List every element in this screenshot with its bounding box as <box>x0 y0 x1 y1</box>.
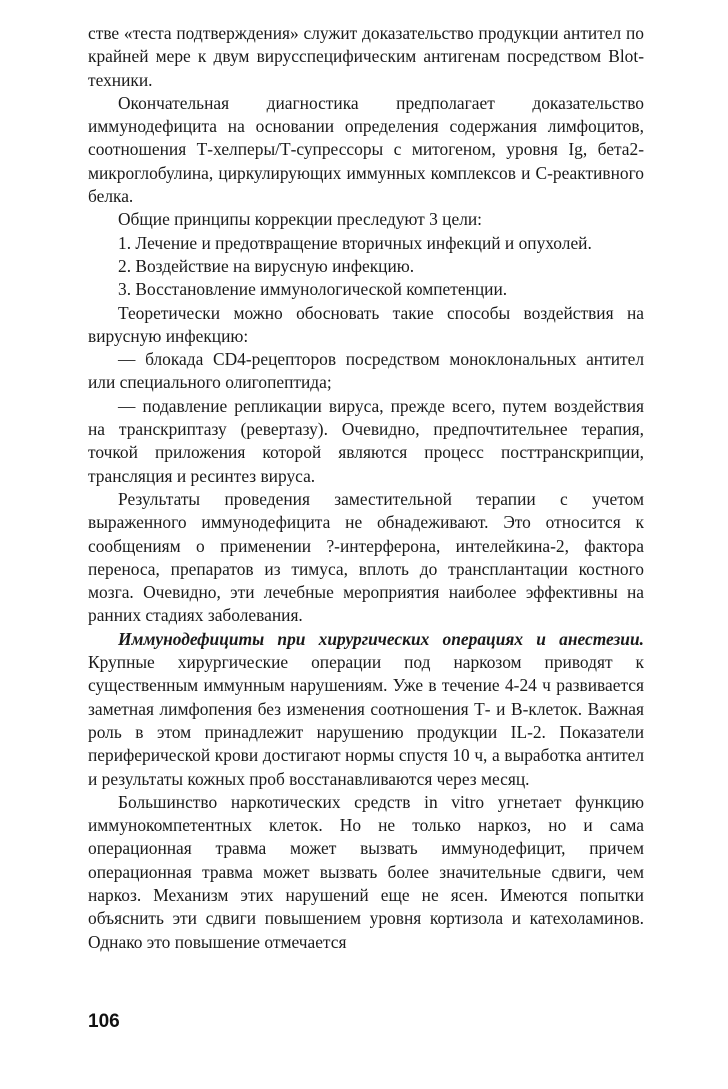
section-body: Крупные хирургические операции под наркозом приводят к существенным иммунным нарушениям. Уже в течение 4-24 ч развивается заметная лимфопения без изменения соотношения Т- и В-клеток. Важная роль в этом принадлежит нарушению продукции IL-2. Показатели периферической крови достигают нормы спустя 10 ч, а выработка антител и результаты кожных проб восстанавливаются через месяц. <box>88 652 644 789</box>
method-item-cd4: — блокада CD4-рецепторов посредством моноклональных антител или специального олигопептида; <box>88 349 644 393</box>
paragraph-diagnostics: Окончательная диагностика предполагает доказательство иммунодефицита на основании определения содержания лимфоцитов, соотношения Т-хелперы/Т-супрессоры с митогеном, уровня Ig, бета2-микроглобулина, циркулирующих иммунных комплексов и С-реактивного белка. <box>88 92 644 207</box>
method-item-replication: — подавление репликации вируса, прежде всего, путем воздействия на транскриптазу (ревертазу). Очевидно, предпочтительнее терапия, точкой приложения которой являются процесс посттранскрипции, трансляция и ресинтез вируса. <box>88 395 644 486</box>
paragraph-replacement-therapy: Результаты проведения заместительной терапии с учетом выраженного иммунодефицита не обнадеживают. Это относится к сообщениям о применении ?-интерферона, интелейкина-2, фактора переноса, препаратов из тимуса, вплоть до трансплантации костного мозга. Очевидно, эти лечебные мероприятия наиболее эффективны на ранних стадиях заболевания. <box>88 488 644 626</box>
paragraph-1: стве «теста подтверждения» служит доказательство продукции антител по крайней мере к двум вирусспецифическим антигенам посредством Blot-техники. <box>88 23 644 90</box>
paragraph-theoretical-methods: Теоретически можно обосновать такие способы воздействия на вирусную инфекцию: <box>88 302 644 346</box>
goal-item-2: 2. Воздействие на вирусную инфекцию. <box>118 255 415 276</box>
page-number: 106 <box>88 1011 120 1032</box>
paragraph-correction-goals: Общие принципы коррекции преследуют 3 цели: <box>118 209 483 230</box>
paragraph-narcotics: Большинство наркотических средств in vitro угнетает функцию иммунокомпетентных клеток. Но не только наркоз, но и сама операционная травма может вызвать иммунодефицит, причем операционная травма может вызвать более значительные сдвиги, чем наркоз. Механизм этих нарушений еще не ясен. Имеются попытки объяснить эти сдвиги повышением уровня кортизола и катехоламинов. Однако это повышение отмечается <box>88 791 644 952</box>
paragraph-surgery-immunodeficiency <box>88 628 644 791</box>
page-body <box>88 22 644 954</box>
goal-item-3: 3. Восстановление иммунологической компетенции. <box>118 279 508 300</box>
section-heading: Иммунодефициты при хирургических операциях и анестезии. <box>118 628 644 649</box>
goal-item-1: 1. Лечение и предотвращение вторичных инфекций и опухолей. <box>118 232 592 253</box>
